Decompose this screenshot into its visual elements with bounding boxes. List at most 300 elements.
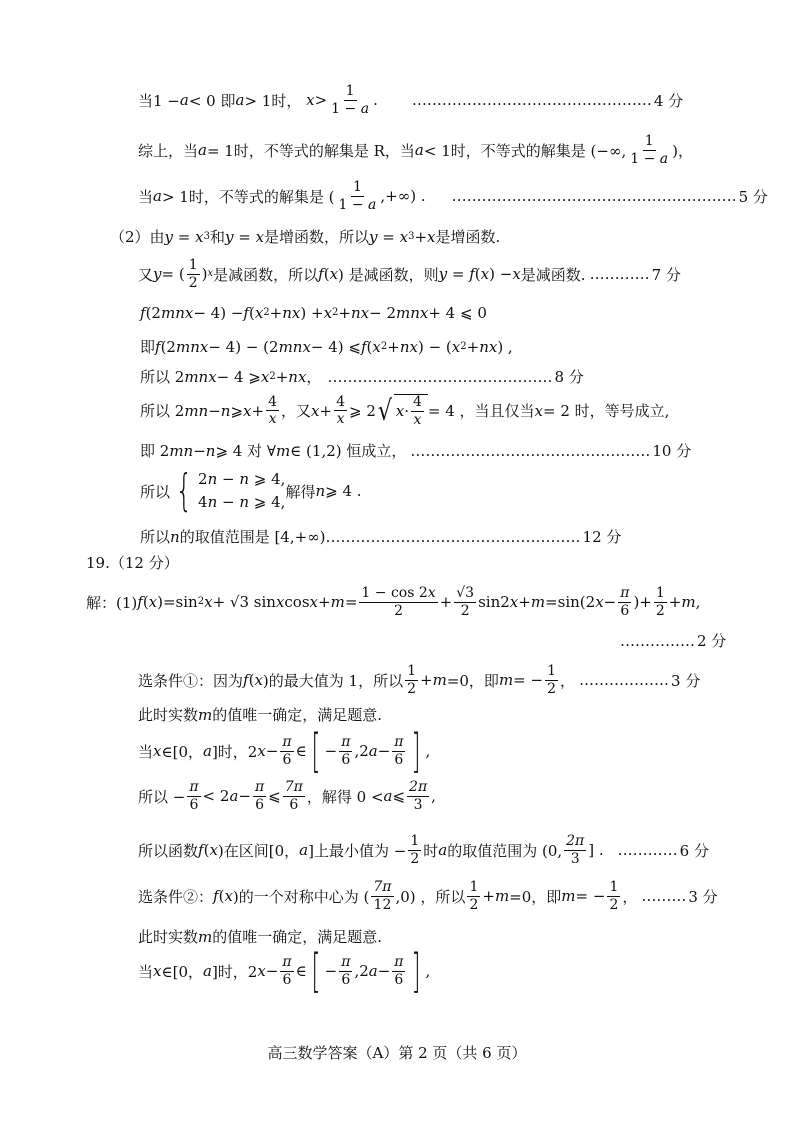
fraction	[336, 180, 378, 212]
score-mark: 6 分	[679, 841, 709, 860]
var: mn	[169, 441, 194, 460]
equation-system	[198, 468, 285, 515]
numerator: 2π	[566, 833, 585, 849]
denominator: 6	[341, 971, 351, 988]
text: 解：(1)	[86, 593, 138, 612]
denominator: x	[336, 411, 345, 428]
numerator: 4	[412, 394, 422, 410]
text: 1 −	[331, 100, 361, 117]
text: 选条件①：因为	[138, 671, 244, 690]
text: sin2	[478, 593, 510, 612]
dot-leader: ………	[641, 887, 687, 906]
denominator: 12	[373, 896, 392, 913]
text: − 2	[369, 304, 396, 322]
var: mnx	[396, 304, 429, 322]
text: −	[193, 441, 206, 460]
var: a	[438, 841, 448, 860]
text: .	[373, 91, 378, 110]
fraction	[392, 955, 405, 987]
var: mn	[184, 401, 209, 420]
text: −	[238, 787, 251, 806]
dot-leader: ……………	[620, 631, 695, 650]
var: a	[198, 141, 207, 160]
text: +	[269, 304, 283, 322]
line-17	[138, 704, 382, 725]
numerator: 1	[644, 133, 654, 149]
text: −	[265, 962, 279, 980]
var: n	[315, 482, 326, 501]
text: ，	[560, 671, 576, 690]
text: − 4) −	[193, 304, 244, 322]
fraction	[266, 395, 279, 427]
text: ,0) ，所以	[395, 887, 466, 906]
var: x	[209, 841, 218, 860]
numerator: π	[341, 733, 351, 750]
fraction	[392, 735, 405, 767]
var: f	[198, 841, 204, 860]
var: x	[427, 585, 436, 601]
denominator: 6	[394, 751, 404, 768]
var: x	[372, 337, 381, 356]
line-21	[138, 880, 718, 912]
text: 选条件②：	[138, 887, 214, 906]
radicand	[394, 394, 428, 427]
denominator: 6	[289, 796, 299, 813]
numerator: 1	[469, 879, 479, 895]
numerator: √3	[456, 585, 475, 601]
text: (	[366, 337, 373, 356]
denominator: x	[268, 411, 277, 428]
text: 当	[138, 187, 154, 206]
text: = 1时，不等式的解集是 R，当	[206, 141, 415, 160]
var: x	[260, 367, 270, 386]
var: x	[153, 742, 162, 760]
square-root	[376, 394, 428, 427]
line-12	[140, 526, 621, 547]
fraction	[405, 664, 418, 696]
text: )的一个对称中心为 (	[232, 887, 370, 906]
var: n	[170, 527, 180, 546]
text: +	[251, 401, 265, 420]
fraction	[334, 395, 347, 427]
text: 所以	[140, 528, 171, 546]
text: −	[324, 962, 338, 980]
denominator: 3	[413, 796, 423, 813]
var: f	[360, 337, 367, 356]
numerator: 1	[188, 257, 198, 273]
left-brace: {	[175, 465, 193, 517]
var: x	[509, 593, 519, 612]
text: )在区间[0，	[217, 841, 300, 860]
var: x	[204, 593, 213, 612]
numerator: π	[254, 779, 265, 795]
text: 的取值范围是 [4,+∞)	[179, 528, 326, 546]
numerator: 7π	[373, 879, 392, 895]
var: m	[198, 927, 213, 946]
fraction	[618, 586, 631, 618]
line-14: 解：(1) f ( x )=sin 2 x + √3 sin x cos x + m = $\frac{1 - \cos 2x}{2}$ + $\frac{√3}{2}$ sin2 x + m =sin(2 x − $\frac{\pi}{6}$ )+ $\frac{1}{2}$ + m ,	[86, 585, 701, 619]
score-mark: 8 分	[554, 368, 584, 386]
text: +	[318, 593, 331, 612]
text: ⩾ 4,	[249, 470, 286, 488]
fraction	[467, 880, 480, 912]
numerator: 4	[268, 393, 277, 410]
var: a	[202, 962, 212, 980]
text: =0，即	[446, 671, 499, 690]
fraction	[564, 834, 586, 866]
text: +	[466, 337, 480, 356]
text: +	[482, 887, 495, 906]
var: x	[323, 304, 333, 322]
text: (	[203, 841, 210, 860]
line-7: 即 f (2 mnx − 4) − (2 mnx − 4) ⩽ f ( x 2 + nx ) − ( x 2 + nx ) ,	[140, 337, 513, 356]
text: +	[420, 671, 433, 690]
var: n	[207, 470, 218, 488]
var: x	[451, 337, 461, 356]
text: )=sin	[157, 593, 198, 612]
text: （2）由	[110, 228, 165, 246]
text: ) − (	[417, 337, 452, 356]
text: < 1时，不等式的解集是 (−∞,	[423, 141, 627, 160]
text: >	[314, 91, 328, 110]
text: ,+∞) .	[380, 187, 426, 206]
denominator: 2	[394, 602, 403, 619]
var: x	[311, 401, 320, 420]
var: a	[360, 100, 370, 117]
text: 是减函数.	[520, 265, 586, 284]
text: ] .	[588, 841, 604, 860]
var: f	[137, 593, 143, 612]
text: (	[474, 265, 481, 284]
line-2	[138, 134, 693, 166]
fraction	[339, 955, 352, 987]
numerator	[359, 586, 437, 603]
text: 所以 −	[138, 787, 186, 806]
text: ⩾ 4 对 ∀	[215, 442, 276, 460]
text: )	[201, 265, 208, 284]
text: +	[668, 593, 682, 612]
var: mnx	[160, 304, 194, 322]
text: = 2 时，等号成立,	[543, 402, 670, 421]
text: =0，即	[509, 887, 562, 906]
line-15	[620, 630, 726, 651]
text: (	[248, 671, 255, 690]
denominator	[628, 151, 670, 167]
denominator: 2	[609, 896, 619, 913]
text: ]时，2	[211, 962, 258, 981]
fraction	[253, 780, 266, 812]
text: −	[208, 401, 221, 420]
text: 是增函数.	[435, 228, 501, 246]
var: y = x	[224, 227, 265, 246]
text: −	[324, 742, 338, 760]
text: 和	[209, 228, 225, 246]
right-bracket: ]	[411, 724, 421, 778]
text: 2	[198, 470, 208, 488]
text: −	[217, 470, 240, 488]
var: x	[254, 671, 263, 690]
text: ，	[306, 368, 322, 386]
text: 1 − cos 2	[361, 585, 428, 601]
var: x	[243, 401, 252, 420]
text: = 4 ，当且仅当	[427, 402, 535, 421]
var: x	[309, 593, 319, 612]
var: x	[153, 962, 162, 980]
page-footer: 高三数学答案（A）第 2 页（共 6 页）	[267, 1044, 527, 1062]
text: 解得	[285, 482, 316, 501]
radical-sign: √	[377, 393, 392, 427]
denominator: 3	[570, 850, 580, 867]
text: ]上最小值为 −	[308, 841, 407, 860]
var: x	[257, 962, 266, 980]
var: f	[213, 887, 219, 906]
line-4: （2）由 y = x 3 和 y = x 是增函数，所以 y = x 3 + x 是增函数.	[110, 227, 501, 246]
text: (	[248, 304, 255, 322]
var: x	[329, 265, 339, 284]
denominator: 6	[620, 602, 630, 619]
text: + √3 sin	[212, 593, 276, 612]
denominator: 6	[282, 971, 292, 988]
denominator: 6	[189, 796, 199, 813]
numerator: 1	[345, 83, 355, 99]
var: a	[368, 196, 377, 213]
right-bracket: ]	[411, 944, 421, 998]
denominator: x	[413, 411, 422, 428]
text: 是增函数，所以	[264, 228, 370, 246]
text: 综上，当	[138, 141, 199, 160]
var: a	[383, 787, 393, 806]
denominator: 2	[469, 896, 479, 913]
score-mark: 3 分	[688, 887, 718, 906]
text: −	[603, 593, 617, 612]
line-22	[138, 926, 382, 947]
text: − 4) ⩽	[310, 337, 361, 356]
text: 的值唯一确定，满足题意.	[212, 928, 383, 946]
denominator: 2	[407, 680, 416, 697]
score-mark: 3 分	[671, 671, 701, 690]
score-mark: 10 分	[652, 442, 692, 460]
text: 的取值范围为 (0,	[447, 841, 563, 860]
text: 1 −	[338, 196, 369, 213]
denominator: 6	[394, 971, 404, 988]
text: ∈	[295, 742, 307, 760]
var: y = x	[164, 227, 204, 246]
var: x	[224, 887, 233, 906]
var: x	[427, 227, 436, 246]
text: ⩾ 2	[348, 401, 376, 420]
fraction	[628, 134, 670, 166]
text: ,2	[354, 962, 369, 980]
fraction	[329, 84, 371, 116]
denominator: 2	[188, 274, 198, 291]
text: 所以	[140, 482, 171, 501]
var: a	[153, 187, 162, 206]
var: f	[243, 671, 249, 690]
var: m	[498, 671, 514, 690]
text: 所以 2	[140, 368, 185, 386]
dot-leader: ………………………………………	[327, 367, 553, 386]
fraction	[411, 395, 424, 427]
fraction	[359, 586, 437, 618]
text: ) −	[489, 265, 513, 284]
var: m	[681, 593, 696, 612]
numerator: 1	[410, 833, 420, 849]
text: 所以 2	[140, 402, 185, 421]
numerator: 7π	[284, 779, 303, 795]
text: 4	[198, 493, 208, 512]
text: 1 −	[630, 150, 660, 167]
denominator: 6	[282, 751, 292, 768]
fraction	[371, 880, 393, 912]
var: n	[220, 401, 231, 420]
line-19	[138, 780, 436, 812]
var: x	[395, 402, 405, 421]
var: mnx	[175, 337, 209, 356]
var: x	[257, 742, 266, 760]
var: nx	[282, 304, 301, 322]
text: ，解得 0 <	[306, 787, 384, 806]
dot-leader: …………………………………………	[410, 441, 651, 460]
text: +	[387, 337, 400, 356]
text: =sin(2	[545, 593, 596, 612]
text: ⩾	[230, 401, 244, 420]
text: − 4 ⩾	[216, 367, 261, 386]
var: y = f	[438, 265, 475, 284]
var: mnx	[184, 367, 217, 386]
var: mnx	[278, 337, 311, 356]
text: ∈[0，	[161, 742, 203, 761]
var: f	[140, 304, 146, 322]
score-mark: 4 分	[653, 91, 684, 110]
text: 即	[140, 338, 156, 356]
score-mark: 12 分	[582, 528, 622, 546]
text: ]时，2	[211, 742, 258, 761]
var: x	[512, 265, 521, 284]
numerator: 1	[655, 585, 665, 601]
var: m	[530, 593, 546, 612]
numerator: π	[620, 585, 630, 601]
text: 的值唯一确定，满足题意.	[212, 706, 383, 724]
text: ⩾ 4,	[249, 493, 286, 512]
text: −	[377, 742, 391, 760]
fraction	[280, 955, 293, 987]
numerator: π	[394, 953, 404, 970]
text: =	[344, 593, 358, 612]
line-20	[138, 834, 709, 866]
text: ⩽	[392, 787, 406, 806]
dot-leader: …………………………………………………	[451, 187, 737, 206]
text: (	[218, 887, 225, 906]
fraction	[280, 735, 293, 767]
dot-leader: ………………	[579, 671, 670, 690]
var: a	[368, 962, 378, 980]
fraction	[607, 880, 620, 912]
text: ∈	[295, 962, 307, 980]
numerator: π	[189, 779, 199, 795]
var: x	[480, 265, 490, 284]
var: n	[239, 493, 250, 512]
text: (2	[145, 304, 161, 322]
var: x	[275, 593, 285, 612]
text: cos	[284, 593, 310, 612]
text: (	[323, 265, 330, 284]
text: ,	[431, 787, 436, 806]
denominator: 2	[460, 602, 470, 619]
fraction	[654, 586, 667, 618]
var: a	[299, 841, 309, 860]
text: 时	[423, 841, 439, 860]
numerator: 2π	[409, 779, 428, 795]
text: 是减函数，所以	[213, 265, 319, 284]
fraction	[545, 664, 558, 696]
var: x	[148, 593, 158, 612]
text: −	[265, 742, 279, 760]
fraction	[187, 780, 200, 812]
denominator: 2	[410, 850, 420, 867]
var: f	[243, 304, 249, 322]
var: a	[229, 787, 239, 806]
text: −	[217, 493, 240, 512]
text: (2	[160, 337, 176, 356]
score-mark: 2 分	[697, 632, 727, 650]
text: ∈ (1,2) 恒成立，	[290, 442, 407, 460]
text: ⩽	[268, 787, 281, 806]
var: x	[306, 91, 315, 110]
var: a	[659, 150, 669, 167]
text: 即 2	[140, 442, 170, 460]
text: = (	[161, 265, 185, 284]
text: 当	[138, 962, 154, 981]
var: a	[202, 742, 212, 760]
line-23	[138, 944, 431, 998]
fraction	[283, 780, 305, 812]
fraction	[339, 735, 352, 767]
var: a	[235, 91, 245, 110]
text: +	[275, 367, 289, 386]
numerator: π	[282, 953, 292, 970]
denominator	[336, 197, 378, 213]
line-9	[140, 394, 669, 427]
line-1	[138, 84, 683, 116]
var: nx	[288, 367, 307, 386]
text: 此时实数	[138, 928, 199, 946]
text: )+	[633, 593, 652, 612]
text: 当	[138, 742, 154, 761]
text: = −	[575, 887, 606, 906]
var: n	[239, 470, 250, 488]
fraction	[454, 586, 476, 618]
dot-leader: …………………………………………	[411, 91, 652, 110]
text: ·	[404, 402, 409, 421]
text: −	[377, 962, 391, 980]
fraction	[408, 834, 421, 866]
numerator: 1	[352, 179, 362, 195]
dot-leader: ……………………………………………	[325, 527, 581, 546]
text: 19.（12 分）	[86, 554, 179, 572]
text: )，	[672, 141, 693, 160]
var: y	[153, 265, 162, 284]
numerator: 4	[336, 393, 345, 410]
var: m	[330, 593, 345, 612]
text: (	[142, 593, 149, 612]
text: − 4) − (2	[208, 337, 279, 356]
text: > 1时，不等式的解集是 (	[161, 187, 335, 206]
denominator: 2	[655, 602, 665, 619]
text: + 4 ⩽ 0	[428, 304, 487, 322]
numerator: 1	[407, 663, 416, 679]
text: ,	[695, 593, 701, 612]
var: a	[179, 91, 189, 110]
